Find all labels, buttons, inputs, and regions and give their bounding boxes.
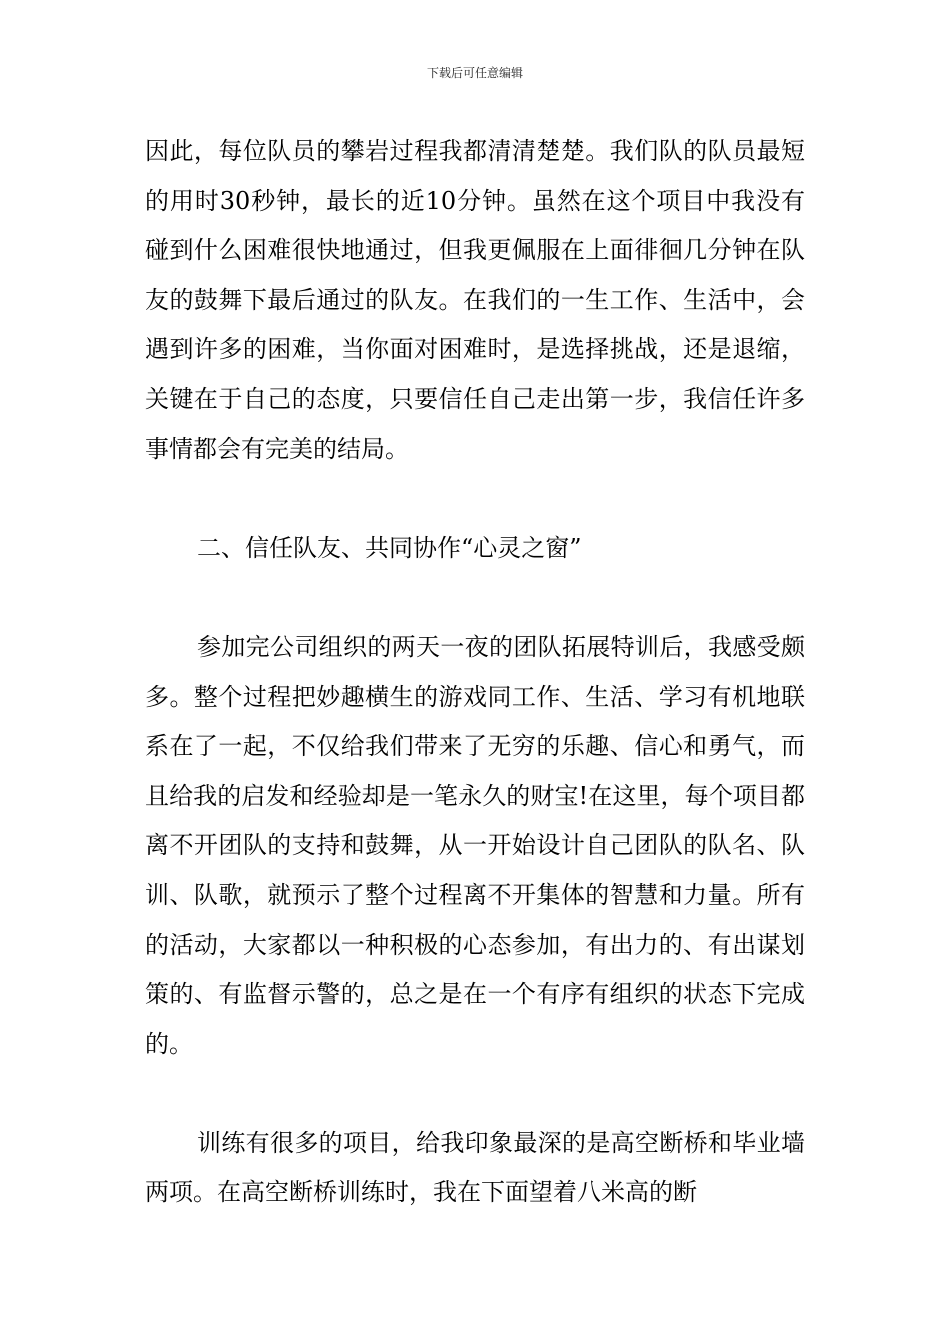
document-body [145,127,805,1218]
paragraph-1: 因此，每位队员的攀岩过程我都清清楚楚。我们队的队员最短的用时30秒钟，最长的近10分钟。虽然在这个项目中我没有碰到什么困难很快地通过，但我更佩服在上面徘徊几分钟在队友的鼓舞下最后通过的队友。在我们的一生工作、生活中，会遇到许多的困难，当你面对困难时，是选择挑战，还是退缩，关键在于自己的态度，只要信任自己走出第一步，我信任许多事情都会有完美的结局。 [145,137,805,463]
paragraph-gap [145,1069,805,1119]
page-header: 下载后可任意编辑 [426,66,523,80]
section-heading: 二、信任队友、共同协作“心灵之窗” [197,533,582,562]
paragraph-3: 训练有很多的项目，给我印象最深的是高空断桥和毕业墙两项。在高空断桥训练时，我在下面望着八米高的断 [145,1128,805,1207]
paragraph-gap [145,573,805,623]
paragraph-2: 参加完公司组织的两天一夜的团队拓展特训后，我感受颇多。整个过程把妙趣横生的游戏同工作、生活、学习有机地联系在了一起，不仅给我们带来了无穷的乐趣、信心和勇气，而且给我的启发和经验却是一笔永久的财宝!在这里，每个项目都离不开团队的支持和鼓舞，从一开始设计自己团队的队名、队训、队歌，就预示了整个过程离不开集体的智慧和力量。所有的活动，大家都以一种积极的心态参加，有出力的、有出谋划策的、有监督示警的，总之是在一个有序有组织的状态下完成的。 [145,632,805,1058]
paragraph-gap [145,474,805,524]
